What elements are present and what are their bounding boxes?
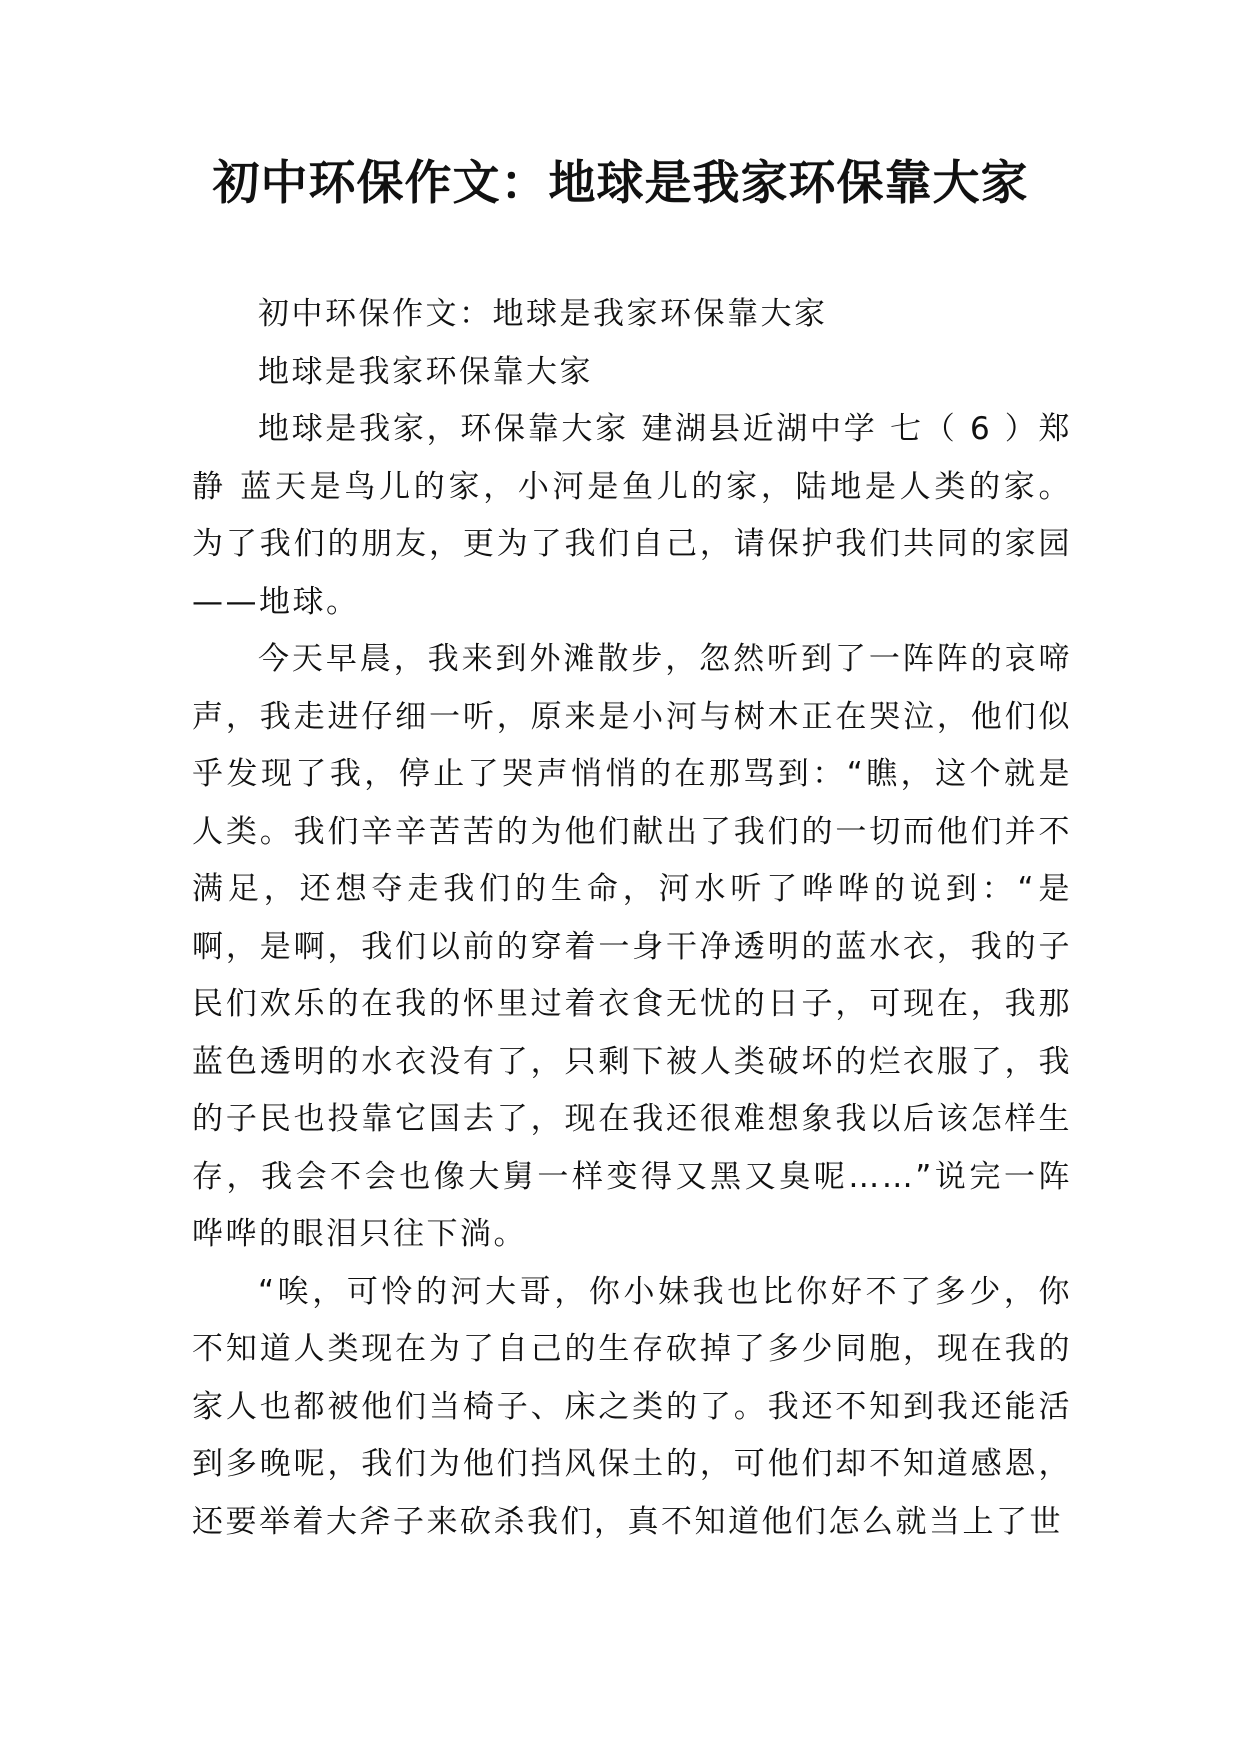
paragraph-heading-repeat: 初中环保作文：地球是我家环保靠大家 <box>258 296 828 332</box>
paragraph-intro: 地球是我家，环保靠大家 建湖县近湖中学 七（ 6 ）郑静 蓝天是鸟儿的家，小河是鱼儿的家，陆地是人类的家。为了我们的朋友，更为了我们自己，请保护我们共同的家园——地球。 <box>192 411 1072 620</box>
paragraph-river-story: 今天早晨，我来到外滩散步，忽然听到了一阵阵的哀啼声，我走进仔细一听，原来是小河与树木正在哭泣，他们似乎发现了我，停止了哭声悄悄的在那骂到：“瞧，这个就是人类。我们辛辛苦苦的为他们献出了我们的一切而他们并不满足，还想夺走我们的生命，河水听了哗哗的说到：“是啊，是啊，我们以前的穿着一身干净透明的蓝水衣，我的子民们欢乐的在我的怀里过着衣食无忧的日子，可现在，我那蓝色透明的水衣没有了，只剩下被人类破坏的烂衣服了，我的子民也投靠它国去了，现在我还很难想象我以后该怎样生存，我会不会也像大舅一样变得又黑又臭呢……”说完一阵哗哗的眼泪只往下淌。 <box>192 641 1072 1252</box>
document-title: 初中环保作文：地球是我家环保靠大家 <box>212 156 1029 211</box>
document-body <box>192 286 1072 1551</box>
paragraph-tree-story: “唉，可怜的河大哥，你小妹我也比你好不了多少，你不知道人类现在为了自己的生存砍掉了多少同胞，现在我的家人也都被他们当椅子、床之类的了。我还不知到我还能活到多晚呢，我们为他们挡风保土的，可他们却不知道感恩，还要举着大斧子来砍杀我们，真不知道他们怎么就当上了世 <box>192 1273 1072 1540</box>
paragraph-subtitle: 地球是我家环保靠大家 <box>258 353 593 390</box>
